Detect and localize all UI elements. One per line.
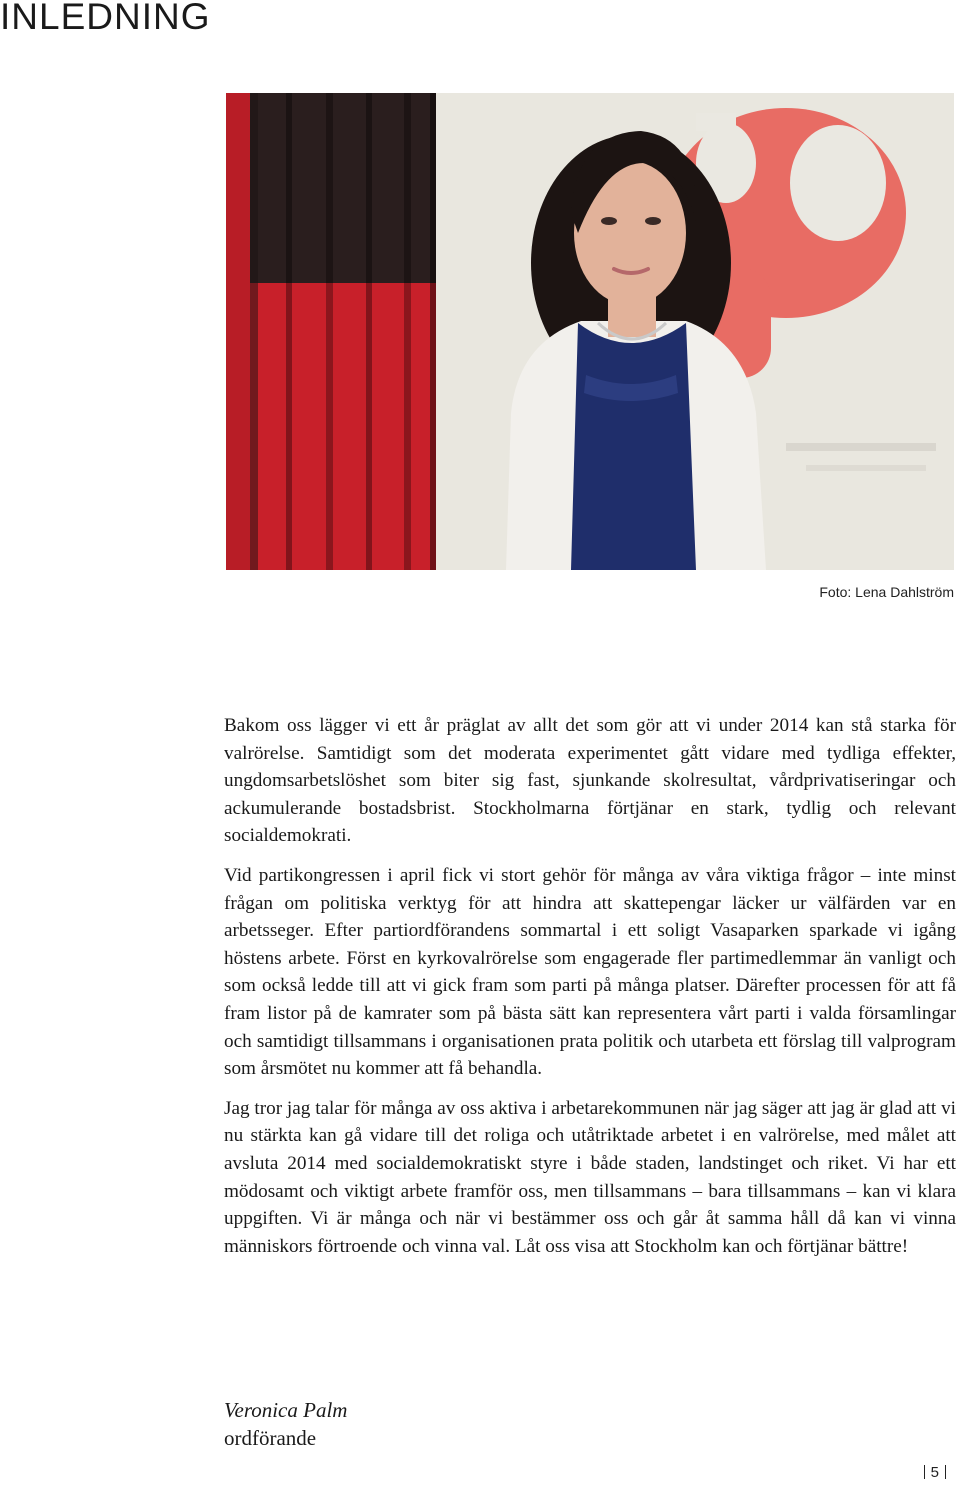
signature-title: ordförande xyxy=(224,1426,317,1450)
paragraph-3: Jag tror jag talar för många av oss aktiva i arbetarekommunen när jag säger att jag är glad att vi nu stärkta kan gå vidare till det roliga och utåtriktade arbetet i en valrörelse, med målet att avsluta 2014 med socialdemokratiskt styre i både staden, landstinget och riket. Vi har ett mödosamt och viktigt arbete framför oss, men tillsammans – bara tillsammans – kan vi klara uppgiften. Vi är många och när vi bestämmer oss och går åt samma håll då kan vi vinna människors förtroende och vinna val. Låt oss visa att Stockholm kan och förtjänar bättre! xyxy=(224,1097,956,1257)
paragraph-2: Vid partikongressen i april fick vi stort gehör för många av våra viktiga frågor – inte minst frågan om politiska verktyg för att hindra att skattepengar läcker ur välfärden var en arbetsseger. Efter partiordförandens sommartal i ett soligt Vasaparken sparkade vi igång höstens arbete. Först en kyrkovalrörelse som engagerade fler partimedlemmar än vanligt och som också ledde till att vi gick fram som parti på många platser. Därefter processen för att få fram listor på de kamrater som på bästa sätt kan representera vårt parti i valda församlingar och samtidigt tillsammans i organisationen prata politik och utarbeta ett förslag till valprogram som årsmötet nu kommer att få behandla. xyxy=(224,864,956,1080)
signature-block xyxy=(224,1396,347,1452)
signature-name: Veronica Palm xyxy=(224,1398,348,1422)
page-number-divider-right xyxy=(945,1465,946,1479)
paragraph-1: Bakom oss lägger vi ett år präglat av allt det som gör att vi under 2014 kan stå starka för valrörelse. Samtidigt som det moderata experimentet gått vidare med tydliga effekter, ungdomsarbetslöshet som biter sig fast, sjunkande skolresultat, vårdprivatiseringar och ackumulerande bostadsbrist. Stockholmarna förtjänar en stark, tydlig och relevant socialdemokrati. xyxy=(224,715,956,847)
page-number-divider-left xyxy=(924,1465,925,1479)
page-number-block xyxy=(918,1464,952,1481)
portrait-photo xyxy=(226,93,954,570)
page-number: 5 xyxy=(930,1464,939,1481)
curtain xyxy=(226,93,436,570)
photo-caption: Foto: Lena Dahlström xyxy=(819,584,954,600)
article-body xyxy=(224,712,956,1272)
page-heading: INLEDNING xyxy=(0,0,211,37)
